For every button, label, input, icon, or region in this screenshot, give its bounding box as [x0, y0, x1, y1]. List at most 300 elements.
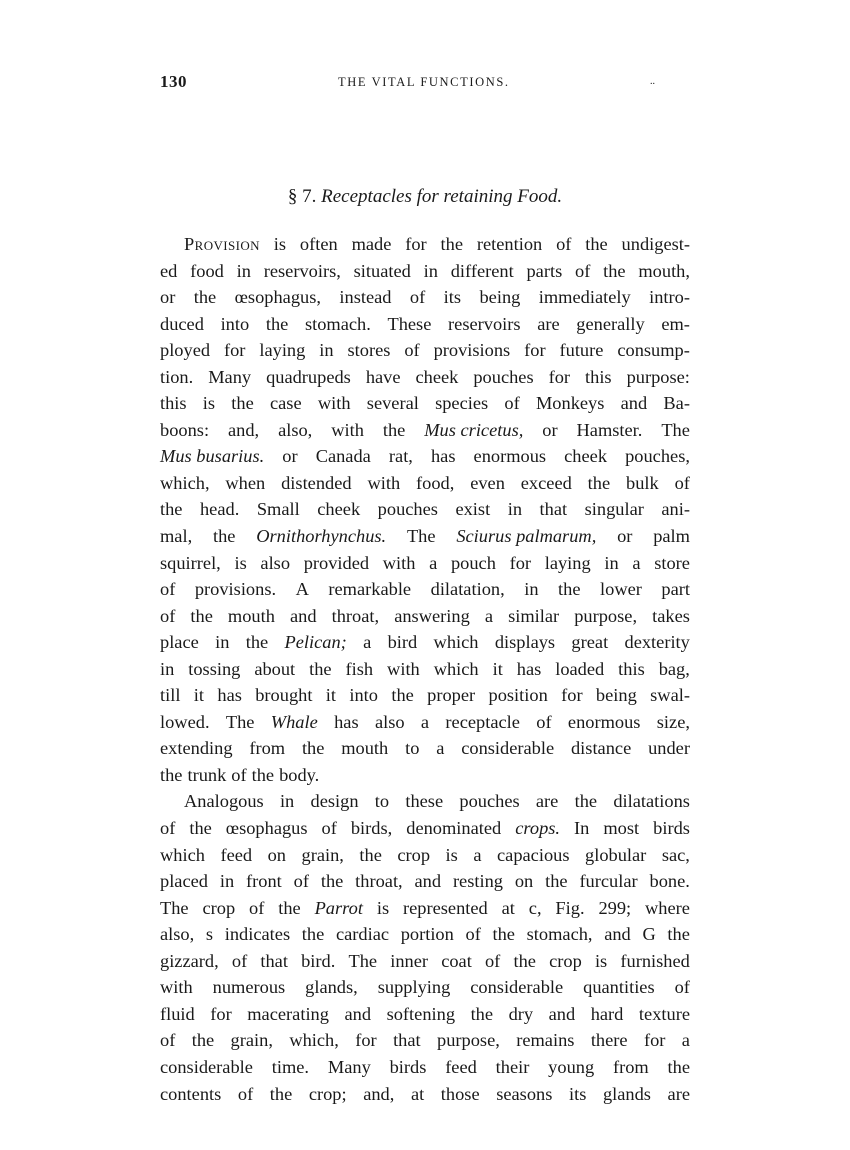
word: and — [344, 1003, 372, 1024]
word: for — [524, 340, 546, 361]
word: the — [278, 897, 301, 918]
word: Many — [327, 1056, 371, 1077]
word: the — [301, 924, 325, 945]
word: ployed — [160, 340, 211, 361]
text-line — [160, 284, 690, 311]
word: portion — [400, 924, 454, 945]
section-symbol: § 7. — [287, 186, 317, 207]
word: mouth, — [638, 260, 690, 281]
word: of — [536, 711, 552, 732]
word: lowed. — [160, 711, 210, 732]
word: which — [433, 658, 479, 679]
word: loaded — [555, 658, 605, 679]
word: capacious — [497, 844, 570, 865]
word: often — [299, 234, 338, 254]
body-text — [160, 231, 690, 1107]
word: are — [535, 791, 559, 812]
word: store — [654, 552, 690, 573]
word: of — [237, 1083, 254, 1104]
word: 299; — [598, 897, 632, 918]
word: pouches, — [625, 446, 690, 467]
text-line — [160, 629, 690, 656]
text-line — [160, 1081, 690, 1108]
word: or — [282, 446, 298, 467]
word: of — [231, 950, 248, 971]
word: bird — [387, 632, 418, 653]
word: which — [433, 632, 479, 653]
word: for — [405, 234, 427, 254]
word: where — [645, 897, 690, 918]
word: of — [674, 472, 690, 493]
text-line — [160, 337, 690, 364]
word: indicates — [224, 924, 291, 945]
word: squirrel, — [160, 552, 221, 573]
text-line — [160, 470, 690, 497]
word: brought — [255, 685, 313, 706]
word: their — [495, 1056, 530, 1077]
word: with — [317, 393, 351, 414]
word: to — [374, 791, 390, 812]
word: distended — [281, 472, 352, 493]
word: glands — [602, 1083, 651, 1104]
word: œsophagus, — [234, 287, 321, 308]
word: provided — [303, 552, 370, 573]
word: throat, — [355, 871, 403, 892]
word: birds — [653, 818, 690, 839]
word: extending — [160, 738, 233, 759]
word: stomach, — [526, 924, 593, 945]
word: pouches — [459, 791, 520, 812]
word: the — [301, 738, 325, 759]
word: with — [331, 419, 364, 440]
word: to — [405, 738, 420, 759]
word: considerable — [470, 977, 564, 998]
word: the — [382, 419, 406, 440]
word: into — [349, 685, 378, 706]
word: placed — [160, 871, 208, 892]
word: a — [632, 552, 641, 573]
word: proper — [427, 685, 476, 706]
running-title: THE VITAL FUNCTIONS. — [338, 75, 510, 89]
word: The — [348, 950, 378, 971]
word: food, — [416, 472, 455, 493]
word: the — [245, 632, 269, 653]
word: is — [273, 234, 287, 254]
text-line — [160, 656, 690, 683]
word: answering — [394, 605, 470, 626]
word: future — [559, 340, 604, 361]
word: of — [575, 260, 591, 281]
word: Many — [208, 366, 252, 387]
word: till — [160, 685, 181, 706]
word: the — [191, 1030, 215, 1051]
word: enormous — [473, 446, 547, 467]
word: the — [587, 472, 611, 493]
word: of — [556, 234, 572, 254]
word: coat — [441, 950, 472, 971]
word: seasons — [496, 1083, 553, 1104]
word: In — [574, 818, 590, 839]
word: a — [484, 605, 494, 626]
word: the — [492, 924, 515, 945]
word: instead — [339, 287, 392, 308]
word: purpose, — [574, 605, 638, 626]
word: exceed — [520, 472, 572, 493]
text-line — [160, 258, 690, 285]
word: Hamster. — [576, 419, 643, 440]
word: inner — [390, 950, 429, 971]
word: supplying — [377, 977, 451, 998]
word: pouch — [450, 552, 496, 573]
word: have — [365, 366, 401, 387]
word: of — [160, 579, 176, 600]
word: enormous — [567, 711, 641, 732]
word: the — [667, 1056, 690, 1077]
word: Ornithorhynchus. — [256, 526, 387, 547]
word: is — [234, 552, 247, 573]
word: Mus busarius. — [160, 446, 265, 467]
word: the — [193, 287, 217, 308]
word: boons: — [160, 419, 210, 440]
text-line — [160, 311, 690, 338]
word: of — [249, 897, 265, 918]
word: and, — [363, 1083, 395, 1104]
word: the — [212, 526, 236, 547]
text-line — [160, 974, 690, 1001]
word: into — [220, 313, 250, 334]
word: em- — [661, 313, 690, 334]
word: of — [409, 287, 426, 308]
word: cardiac — [335, 924, 390, 945]
word: for — [643, 1030, 666, 1051]
word: of — [404, 340, 420, 361]
word: numerous — [212, 977, 286, 998]
word: dilatations — [613, 791, 690, 812]
word: also, — [278, 419, 313, 440]
word: the — [189, 818, 212, 839]
text-line — [160, 390, 690, 417]
word: stomach. — [304, 313, 371, 334]
word: palm — [653, 526, 690, 547]
word: in — [160, 658, 175, 679]
word: a — [363, 632, 372, 653]
word: at — [501, 897, 515, 918]
text-line — [160, 603, 690, 630]
word: its — [443, 287, 462, 308]
word: of — [674, 977, 690, 998]
word: or — [617, 526, 633, 547]
word: a — [429, 552, 438, 573]
word: is — [202, 393, 216, 414]
word: and — [604, 924, 631, 945]
word: body. — [279, 764, 320, 785]
word: Monkeys — [535, 393, 605, 414]
word: time. — [271, 1056, 310, 1077]
word: pouches — [473, 366, 534, 387]
word: reservoirs, — [263, 260, 341, 281]
word: crop; — [308, 1083, 347, 1104]
word: the — [513, 950, 536, 971]
word: place — [160, 632, 199, 653]
word: singular — [584, 499, 644, 520]
word: in — [604, 552, 619, 573]
word: and — [620, 393, 648, 414]
word: has — [217, 685, 242, 706]
word: retention — [476, 234, 543, 254]
word: of — [484, 950, 501, 971]
word: is — [594, 950, 608, 971]
text-line — [160, 1027, 690, 1054]
word: for — [509, 552, 532, 573]
text-line — [160, 868, 690, 895]
word: in — [279, 791, 295, 812]
word: from — [249, 738, 286, 759]
word: considerable — [160, 1056, 253, 1077]
word: macerating — [247, 1003, 329, 1024]
word: furnished — [620, 950, 690, 971]
word: parts — [526, 260, 563, 281]
word: of — [465, 924, 481, 945]
word: has — [516, 658, 542, 679]
word: has — [430, 446, 456, 467]
word: is — [445, 844, 458, 865]
word: position — [488, 685, 548, 706]
word: takes — [652, 605, 690, 626]
word: also — [260, 552, 291, 573]
word: this — [585, 366, 612, 387]
word: in — [219, 871, 235, 892]
word: s — [205, 924, 214, 945]
word: the — [190, 605, 213, 626]
word: birds, — [350, 818, 393, 839]
word: gizzard, — [160, 950, 219, 971]
word: and — [414, 871, 442, 892]
word: its — [568, 1083, 587, 1104]
word: G — [642, 924, 656, 945]
word: crop — [549, 950, 582, 971]
word: immediately — [538, 287, 631, 308]
word: distance — [570, 738, 632, 759]
word: feed — [445, 1056, 477, 1077]
word: with — [382, 552, 416, 573]
word: on — [514, 871, 534, 892]
word: young — [548, 1056, 595, 1077]
word: with — [160, 977, 193, 998]
word: when — [225, 472, 266, 493]
word: the — [309, 658, 332, 679]
text-line — [160, 921, 690, 948]
word: of — [504, 393, 520, 414]
word: quantities — [583, 977, 655, 998]
section-heading — [160, 186, 690, 208]
word: exist — [455, 499, 491, 520]
word: Ba- — [663, 393, 690, 414]
section-title: Receptacles for retaining Food. — [321, 186, 563, 207]
word: similar — [508, 605, 560, 626]
word: remains — [516, 1030, 575, 1051]
word: feed — [220, 844, 253, 865]
word: furcular — [579, 871, 638, 892]
word: that — [260, 950, 288, 971]
word: These — [387, 313, 432, 334]
word: are — [537, 313, 560, 334]
text-line — [160, 788, 690, 815]
word: Small — [256, 499, 300, 520]
word: also, — [160, 924, 195, 945]
word: those — [440, 1083, 480, 1104]
word: the — [603, 260, 626, 281]
text-line — [160, 576, 690, 603]
word: in — [215, 632, 230, 653]
word: of — [160, 605, 176, 626]
word: hard — [590, 1003, 624, 1024]
header-mark: .. — [650, 76, 655, 87]
text-line — [160, 842, 690, 869]
word: A — [295, 579, 309, 600]
word: of — [160, 818, 176, 839]
word: also — [374, 711, 405, 732]
word: situated — [353, 260, 411, 281]
word: birds — [389, 1056, 427, 1077]
word: that — [539, 499, 568, 520]
word: case — [269, 393, 302, 414]
word: dry — [508, 1003, 534, 1024]
word: bird. — [301, 950, 336, 971]
word: a — [420, 711, 430, 732]
text-line — [160, 417, 690, 444]
word: different — [450, 260, 514, 281]
word: the — [585, 234, 608, 254]
word: dilatation, — [430, 579, 505, 600]
word: of — [321, 818, 337, 839]
word: Provision — [184, 234, 260, 254]
word: texture — [638, 1003, 690, 1024]
word: from — [612, 1056, 649, 1077]
word: food — [190, 260, 224, 281]
word: being — [595, 685, 637, 706]
word: undigest- — [621, 234, 690, 254]
word: species — [435, 393, 489, 414]
word: being — [479, 287, 521, 308]
text-line — [160, 682, 690, 709]
word: the — [320, 871, 344, 892]
word: softening — [386, 1003, 456, 1024]
word: globular — [585, 844, 647, 865]
word: in — [319, 340, 334, 361]
word: denominated — [406, 818, 502, 839]
word: design — [310, 791, 359, 812]
word: and — [290, 605, 317, 626]
word: it — [325, 685, 337, 706]
word: duced — [160, 313, 204, 334]
word: with — [367, 472, 401, 493]
word: ani- — [661, 499, 690, 520]
word: fluid — [160, 1003, 195, 1024]
text-line — [160, 496, 690, 523]
word: or — [542, 419, 558, 440]
word: c, — [528, 897, 542, 918]
word: which, — [160, 472, 210, 493]
word: front — [246, 871, 282, 892]
word: these — [405, 791, 444, 812]
word: there — [590, 1030, 628, 1051]
word: this — [618, 658, 645, 679]
word: most — [603, 818, 640, 839]
word: head. — [199, 499, 240, 520]
running-header — [160, 72, 690, 96]
word: lower — [600, 579, 642, 600]
word: rat, — [388, 446, 413, 467]
text-line — [160, 364, 690, 391]
word: which — [160, 844, 205, 865]
word: bag, — [658, 658, 690, 679]
text-line — [160, 815, 690, 842]
word: considerable — [461, 738, 555, 759]
text-line — [160, 735, 690, 762]
word: at — [410, 1083, 425, 1104]
word: swal- — [650, 685, 690, 706]
word: ed — [160, 260, 178, 281]
word: purpose, — [437, 1030, 500, 1051]
text-line — [160, 948, 690, 975]
text-line — [160, 762, 690, 789]
word: even — [470, 472, 505, 493]
word: purpose: — [626, 366, 690, 387]
word: contents — [160, 1083, 222, 1104]
word: are — [667, 1083, 690, 1104]
word: remarkable — [328, 579, 412, 600]
word: part — [661, 579, 690, 600]
word: about — [254, 658, 296, 679]
word: of — [160, 1030, 176, 1051]
word: a — [473, 844, 482, 865]
word: the — [269, 1083, 293, 1104]
page-number: 130 — [160, 72, 187, 91]
word: it — [492, 658, 503, 679]
word: the — [470, 1003, 494, 1024]
word: bone. — [649, 871, 690, 892]
word: a — [436, 738, 445, 759]
word: Canada — [315, 446, 371, 467]
word: several — [366, 393, 419, 414]
word: crop — [397, 844, 431, 865]
word: for — [355, 1030, 377, 1051]
word: the — [231, 393, 254, 414]
word: the — [391, 685, 414, 706]
word: and — [548, 1003, 576, 1024]
word: bulk — [626, 472, 659, 493]
word: of — [231, 764, 247, 785]
word: laying — [259, 340, 306, 361]
word: throat, — [331, 605, 380, 626]
text-line — [160, 550, 690, 577]
word: crops. — [515, 818, 561, 839]
word: tossing — [188, 658, 241, 679]
word: trunk — [187, 764, 227, 785]
word: œsophagus — [225, 818, 308, 839]
word: provisions. — [194, 579, 277, 600]
word: has — [334, 711, 359, 732]
word: is — [376, 897, 390, 918]
text-line — [160, 523, 690, 550]
word: Fig. — [555, 897, 585, 918]
word: the — [265, 313, 289, 334]
word: with — [387, 658, 420, 679]
word: mouth — [227, 605, 275, 626]
word: fish — [345, 658, 374, 679]
word: of — [293, 871, 309, 892]
word: reservoirs — [448, 313, 521, 334]
